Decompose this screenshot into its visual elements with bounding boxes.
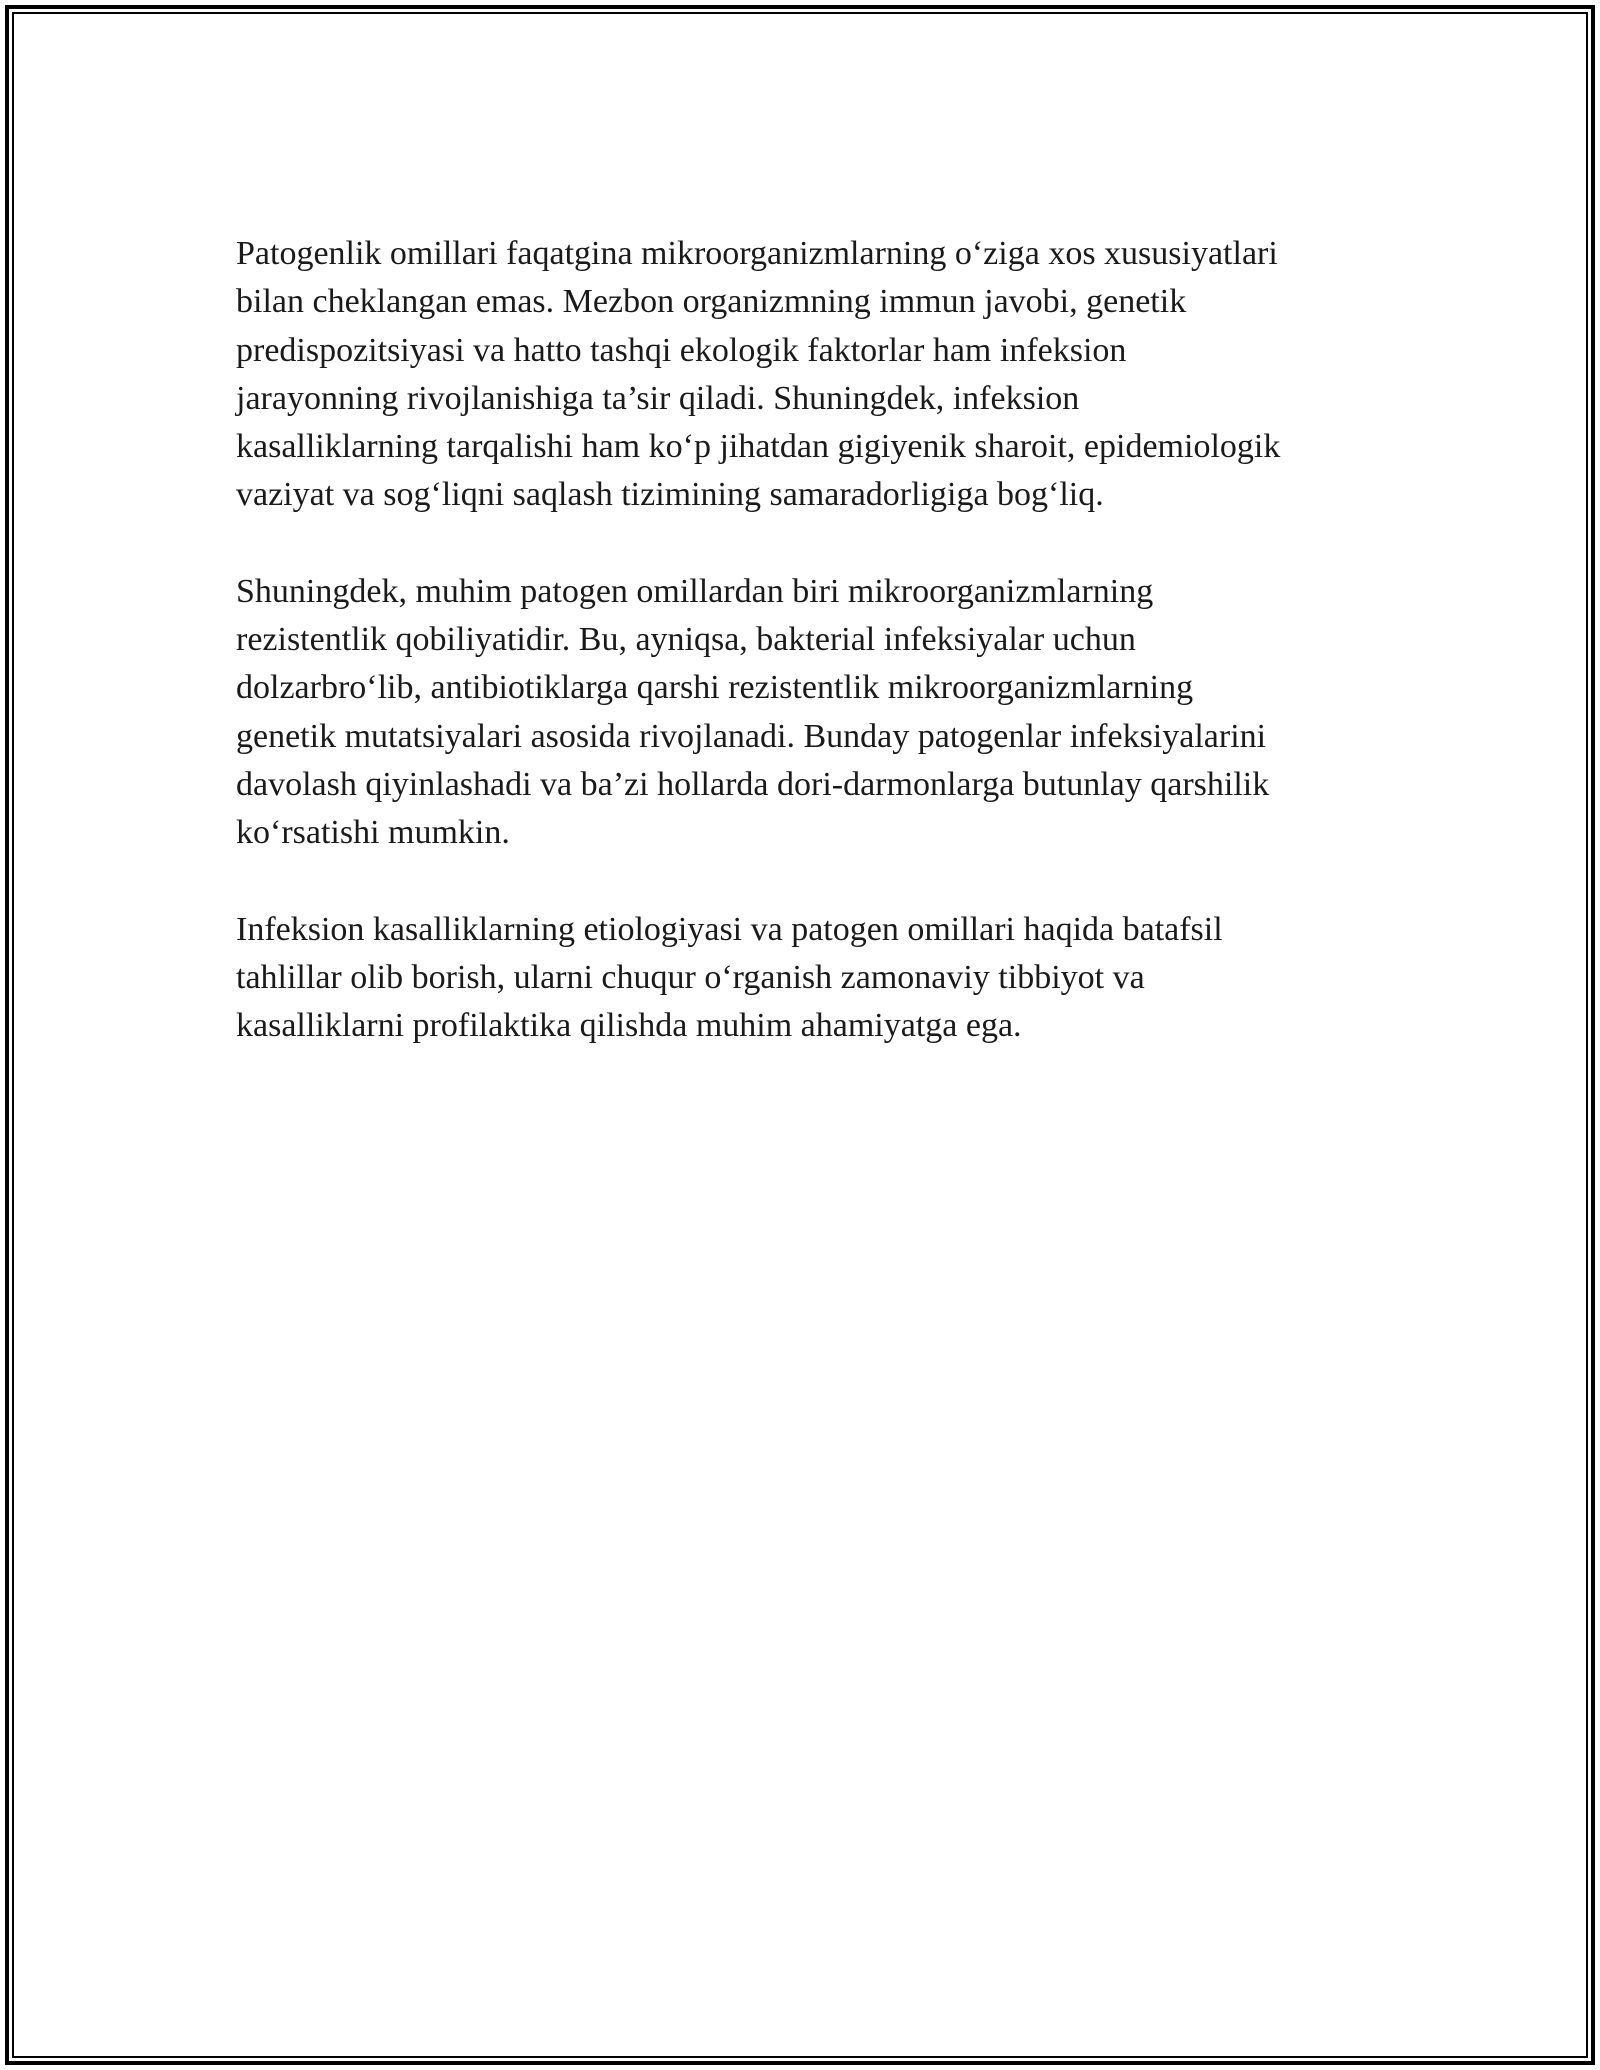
text-line: genetik mutatsiyalari asosida rivojlanadi. Bunday patogenlar infeksiyalarini <box>236 717 1267 755</box>
text-line: rezistentlik qobiliyatidir. Bu, ayniqsa, bakterial infeksiyalar uchun <box>236 621 1136 659</box>
text-line: predispozitsiyasi va hatto tashqi ekologik faktorlar ham infeksion <box>236 331 1127 369</box>
paragraph-3 <box>236 906 1376 1051</box>
text-line: kasalliklarning tarqalishi ham ko‘p jihatdan gigiyenik sharoit, epidemiologik <box>236 428 1281 466</box>
text-line: Shuningdek, muhim patogen omillardan biri mikroorganizmlarning <box>236 572 1154 610</box>
text-line: bilan cheklangan emas. Mezbon organizmning immun javobi, genetik <box>236 283 1187 321</box>
text-line: vaziyat va sog‘liqni saqlash tizimining samaradorligiga bog‘liq. <box>236 476 1104 514</box>
text-line: Infeksion kasalliklarning etiologiyasi va patogen omillari haqida batafsil <box>236 910 1223 948</box>
text-line: jarayonning rivojlanishiga ta’sir qiladi. Shuningdek, infeksion <box>236 379 1080 417</box>
text-line: ko‘rsatishi mumkin. <box>236 814 510 852</box>
text-line: dolzarbro‘lib, antibiotiklarga qarshi rezistentlik mikroorganizmlarning <box>236 669 1194 707</box>
text-line: davolash qiyinlashadi va ba’zi hollarda dori-darmonlarga butunlay qarshilik <box>236 765 1270 803</box>
text-line: tahlillar olib borish, ularni chuqur o‘rganish zamonaviy tibbiyot va <box>236 958 1145 996</box>
text-line: Patogenlik omillari faqatgina mikroorganizmlarning o‘ziga xos xususiyatlari <box>236 235 1278 272</box>
document-body <box>236 230 1376 1098</box>
paragraph-2 <box>236 568 1376 858</box>
paragraph-1 <box>236 230 1376 520</box>
text-line: kasalliklarni profilaktika qilishda muhim ahamiyatga ega. <box>236 1007 1022 1045</box>
